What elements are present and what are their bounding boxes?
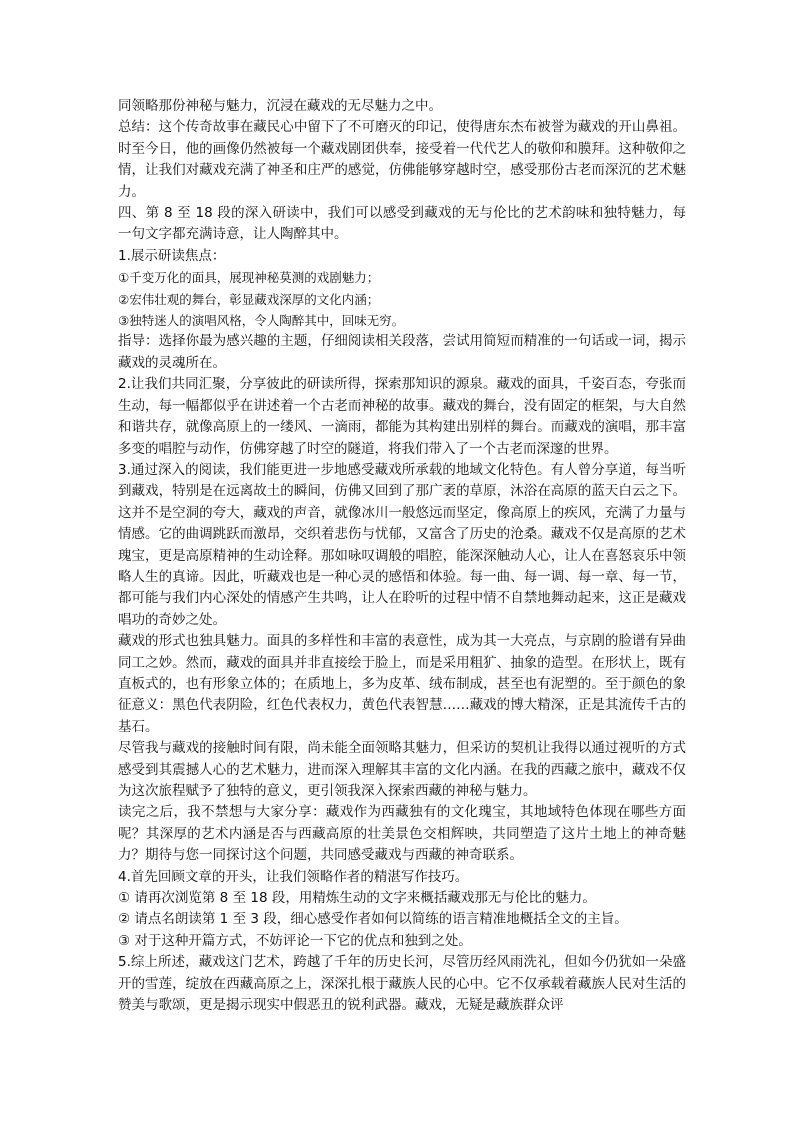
focus-item-2: ②宏伟壮观的舞台，彰显藏戏深厚的文化内涵； bbox=[118, 291, 380, 307]
step-3-paragraph: 3.通过深入的阅读，我们能更进一步地感受藏戏所承载的地域文化特色。有人曾分享道，每当听到藏戏，特别是在远离故土的瞬间，仿佛又回到了那广袤的草原，沐浴在高原的蓝天白云之下。这并不是空洞的夸大，藏戏的声音，就像冰川一般悠远而坚定，像高原上的疾风，充满了力量与情感。它的曲调跳跃而激昂，交织着悲伤与忧郁，又富含了历史的沧桑。藏戏不仅是高原的艺术瑰宝，更是高原精神的生动诠释。那如咏叹调般的唱腔，能深深触动人心，让人在喜怒哀乐中领略人生的真谛。因此，听藏戏也是一种心灵的感悟和体验。每一曲、每一调、每一章、每一节，都可能与我们内心深处的情感产生共鸣，让人在聆听的过程中情不自禁地舞动起来，这正是藏戏唱功的奇妙之处。 bbox=[118, 461, 686, 628]
focus-item-1: ①千变万化的面具，展现神秘莫测的戏剧魅力； bbox=[118, 270, 380, 286]
discussion-paragraph: 读完之后，我不禁想与大家分享：藏戏作为西藏独有的文化瑰宝，其地域特色体现在哪些方面呢？其深厚的艺术内涵是否与西藏高原的壮美景色交相辉映，共同塑造了这片土地上的神奇魅力？期待与您一同探讨这个问题，共同感受藏戏与西藏的神奇联系。 bbox=[118, 804, 686, 864]
paragraph-intro-tail: 同领略那份神秘与魅力，沉浸在藏戏的无尽魅力之中。 bbox=[118, 98, 442, 114]
task-item-3: ③ 对于这种开篇方式，不妨评论一下它的优点和独到之处。 bbox=[118, 932, 472, 949]
step-2-paragraph: 2.让我们共同汇聚，分享彼此的研读所得，探索那知识的源泉。藏戏的面具，千姿百态，夸张而生动，每一幅都似乎在讲述着一个古老而神秘的故事。藏戏的舞台，没有固定的框架，与大自然和谐共存，就像高原上的一缕风、一滴雨，都能为其构建出别样的舞台。而藏戏的演唱，那丰富多变的唱腔与动作，仿佛穿越了时空的隧道，将我们带入了一个古老而深邃的世界。 bbox=[118, 376, 686, 457]
paragraph-summary: 总结：这个传奇故事在藏民心中留下了不可磨灭的印记，使得唐东杰布被誉为藏戏的开山鼻祖。时至今日，他的画像仍然被每一个藏戏剧团供奉，接受着一代代艺人的敬仰和膜拜。这种敬仰之情，让我们对藏戏充满了神圣和庄严的感觉，仿佛能够穿越时空，感受那份古老而深沉的艺术魅力。 bbox=[118, 119, 686, 200]
step-5-paragraph: 5.综上所述，藏戏这门艺术，跨越了千年的历史长河，尽管历经风雨洗礼，但如今仍犹如一朵盛开的雪莲，绽放在西藏高原之上，深深扎根于藏族人民的心中。它不仅承载着藏族人民对生活的赞美与歌颂，更是揭示现实中假恶丑的锐利武器。藏戏，无疑是藏族群众评 bbox=[118, 954, 686, 1014]
step-4-heading: 4.首先回顾文章的开头，让我们领略作者的精湛写作技巧。 bbox=[118, 868, 469, 885]
section-heading-four: 四、第 8 至 18 段的深入研读中，我们可以感受到藏戏的无与伦比的艺术韵味和独特魅力，每一句文字都充满诗意，让人陶醉其中。 bbox=[118, 205, 686, 243]
personal-reflection-paragraph: 尽管我与藏戏的接触时间有限，尚未能全面领略其魅力，但采访的契机让我得以通过视听的方式感受到其震撼人心的艺术魅力，进而深入理解其丰富的文化内涵。在我的西藏之旅中，藏戏不仅为这次旅程赋予了独特的意义，更引领我深入探索西藏的神秘与魅力。 bbox=[118, 740, 686, 799]
task-item-2: ② 请点名朗读第 1 至 3 段，细心感受作者如何以简练的语言精准地概括全文的主旨。 bbox=[118, 911, 628, 928]
document-page bbox=[118, 96, 686, 1016]
focus-item-3: ③独特迷人的演唱风格，令人陶醉其中，回味无穷。 bbox=[118, 313, 405, 329]
step-1-heading: 1.展示研读焦点： bbox=[118, 247, 226, 264]
guidance-paragraph: 指导：选择你最为感兴趣的主题，仔细阅读相关段落，尝试用简短而精准的一句话或一词，揭示藏戏的灵魂所在。 bbox=[118, 333, 686, 371]
mask-form-paragraph: 藏戏的形式也独具魅力。面具的多样性和丰富的表意性，成为其一大亮点，与京剧的脸谱有异曲同工之妙。然而，藏戏的面具并非直接绘于脸上，而是采用粗犷、抽象的造型。在形状上，既有直板式的，也有形象立体的；在质地上，多为皮革、绒布制成，甚至也有泥塑的。至于颜色的象征意义：黑色代表阴险，红色代表权力，黄色代表智慧……藏戏的博大精深，正是其流传千古的基石。 bbox=[118, 633, 686, 735]
task-item-1: ① 请再次浏览第 8 至 18 段，用精炼生动的文字来概括藏戏那无与伦比的魅力。 bbox=[118, 890, 596, 907]
